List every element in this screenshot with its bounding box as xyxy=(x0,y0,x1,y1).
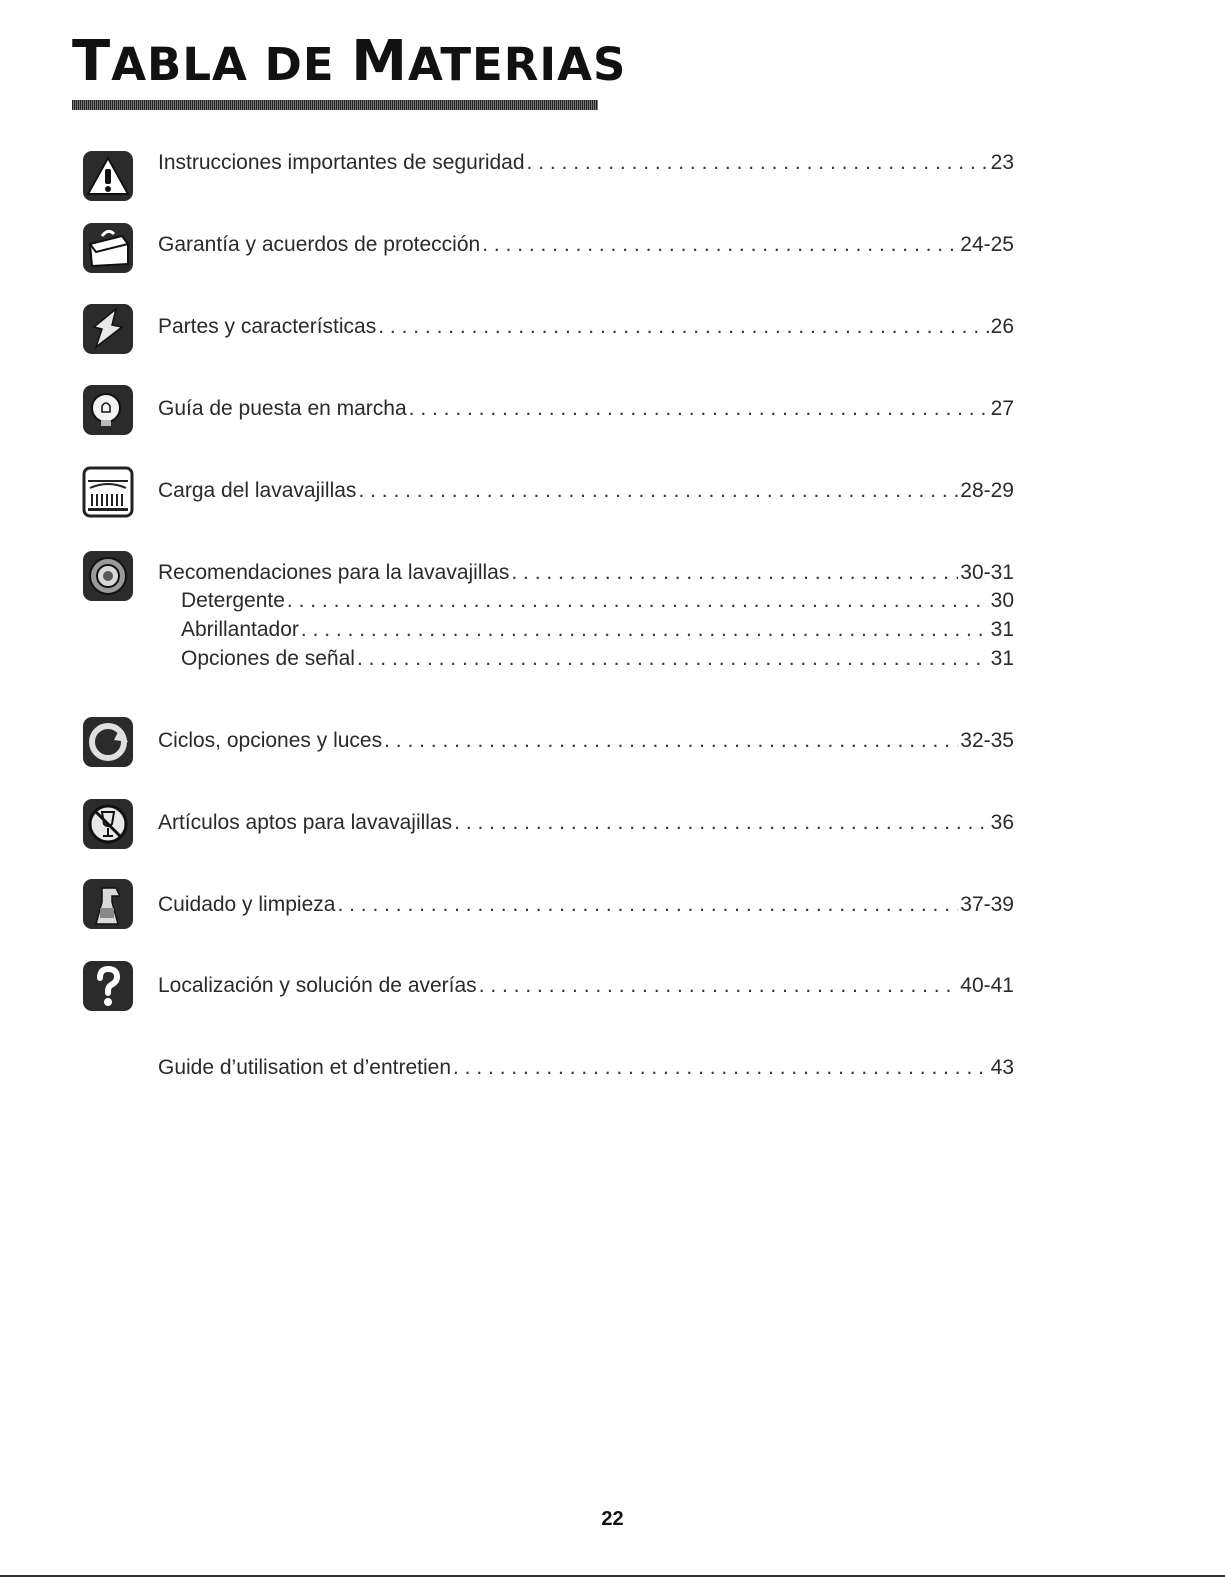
toc-entry-guia xyxy=(158,397,1014,421)
toc-entry-page: 24-25 xyxy=(960,233,1014,256)
warning-icon xyxy=(82,150,134,202)
dish-rack-icon xyxy=(82,466,134,518)
toc-entry-label: Cuidado y limpieza xyxy=(158,893,336,916)
toc-entry-label: Artículos aptos para lavavajillas xyxy=(158,811,453,834)
leader-dots xyxy=(511,561,958,585)
toc-entry-label: Ciclos, opciones y luces xyxy=(158,729,383,752)
toc-entry-garantia xyxy=(158,233,1014,257)
lightbulb-icon xyxy=(82,384,134,436)
toolbox-icon xyxy=(82,222,134,274)
toc-entry-page: 37-39 xyxy=(960,893,1014,916)
leader-dots xyxy=(479,974,959,998)
toc-entry-page: 31 xyxy=(990,618,1014,641)
title-underline xyxy=(72,100,598,110)
toc-entry-page: 23 xyxy=(990,151,1014,174)
leader-dots xyxy=(301,618,989,642)
toc-entry-label: Partes y características xyxy=(158,315,377,338)
spray-bottle-icon xyxy=(82,878,134,930)
question-icon xyxy=(82,960,134,1012)
leader-dots xyxy=(409,397,989,421)
toc-entry-guide-francais xyxy=(158,1056,1014,1080)
toc-entry-cuidado xyxy=(158,893,1014,917)
toc-entry-page: 30 xyxy=(990,589,1014,612)
toc-entry-page: 30-31 xyxy=(960,561,1014,584)
toc-entry-label: Localización y solución de averías xyxy=(158,974,477,997)
toc-entry-seguridad xyxy=(158,151,1014,175)
toc-entry-ciclos xyxy=(158,729,1014,753)
leader-dots xyxy=(482,233,958,257)
toc-entry-label: Instrucciones importantes de seguridad xyxy=(158,151,525,174)
toc-subentry-senal xyxy=(181,647,1014,671)
leader-dots xyxy=(453,1056,989,1080)
leader-dots xyxy=(454,811,988,835)
page-title: TABLA DE MATERIAS xyxy=(72,29,627,94)
toc-entry-page: 27 xyxy=(990,397,1014,420)
leader-dots xyxy=(357,647,989,671)
leader-dots xyxy=(378,315,988,339)
toc-entry-page: 40-41 xyxy=(960,974,1014,997)
toc-entry-carga xyxy=(158,479,1014,503)
toc-entry-page: 28-29 xyxy=(960,479,1014,502)
toc-subentry-abrillantador xyxy=(181,618,1014,642)
toc-entry-label: Opciones de señal xyxy=(181,647,355,670)
toc-entry-recomendaciones xyxy=(158,561,1014,585)
leader-dots xyxy=(527,151,989,175)
dial-icon xyxy=(82,550,134,602)
leader-dots xyxy=(358,479,958,503)
cycle-icon xyxy=(82,716,134,768)
toc-entry-page: 43 xyxy=(990,1056,1014,1079)
toc-subentry-detergente xyxy=(181,589,1014,613)
page-number: 22 xyxy=(601,1508,624,1530)
leader-dots xyxy=(337,893,958,917)
toc-entry-page: 36 xyxy=(990,811,1014,834)
arrow-icon xyxy=(82,303,134,355)
toc-entry-label: Abrillantador xyxy=(181,618,299,641)
toc-entry-label: Guía de puesta en marcha xyxy=(158,397,407,420)
leader-dots xyxy=(287,589,989,613)
toc-entry-label: Garantía y acuerdos de protección xyxy=(158,233,481,256)
toc-entry-label: Detergente xyxy=(181,589,285,612)
toc-entry-label: Recomendaciones para la lavavajillas xyxy=(158,561,510,584)
toc-entry-label: Guide d’utilisation et d’entretien xyxy=(158,1056,452,1079)
toc-entry-articulos xyxy=(158,811,1014,835)
toc-entry-page: 31 xyxy=(990,647,1014,670)
toc-entry-page: 26 xyxy=(990,315,1014,338)
leader-dots xyxy=(384,729,958,753)
bottom-rule xyxy=(0,1575,1225,1577)
toc-entry-label: Carga del lavavajillas xyxy=(158,479,357,502)
no-glass-icon xyxy=(82,798,134,850)
toc-entry-partes xyxy=(158,315,1014,339)
toc-entry-averias xyxy=(158,974,1014,998)
toc-entry-page: 32-35 xyxy=(960,729,1014,752)
